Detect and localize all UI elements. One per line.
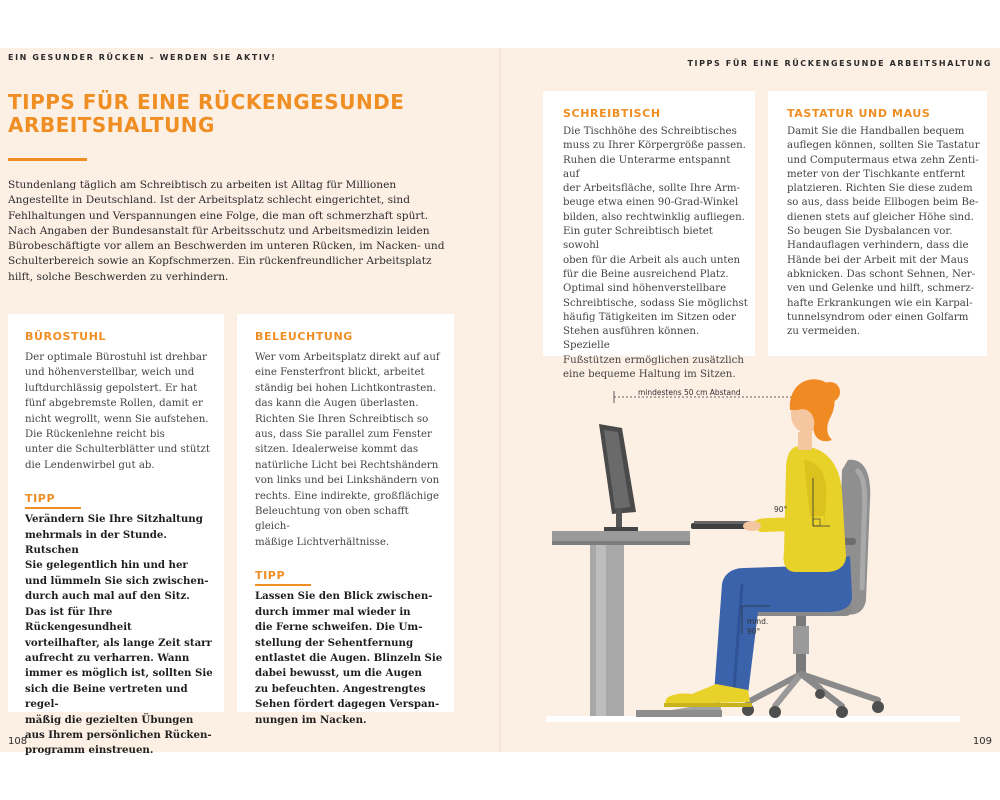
desk-leg [590,545,624,716]
beleuchtung-heading: BELEUCHTUNG [255,330,353,343]
running-head-left: EIN GESUNDER RÜCKEN – WERDEN SIE AKTIV! [8,53,277,62]
buerostuhl-tip-rule [25,507,81,509]
beleuchtung-text: Wer vom Arbeitsplatz direkt auf auf eine Fensterfront blickt, arbeitet ständig bei hohen Lichtkontrasten. das kann die Augen überlasten. Richten Sie Ihren Schreibtisch so aus, dass Sie parallel zum Fenster sitzen. Idealerweise kommt das natürliche Licht bei Rechtshändern von links und bei Linkshändern von rechts. Eine indirekte, großflächige Beleuchtung von oben schafft gleich- mäßige Lichtverhältnisse. [255,352,440,548]
chair-wheel-3 [836,706,848,718]
person-shoe-sole [664,703,752,707]
page-title: TIPPS FÜR EINE RÜCKENGESUNDE ARBEITSHALTUNG [8,90,405,137]
buerostuhl-text: Der optimale Bürostuhl ist drehbar und höhenverstellbar, weich und luftdurchlässig gepolstert. Er hat fünf abgebremste Rollen, damit er nicht wegrollt, wenn Sie aufstehen. Die Rückenlehne reicht bis unter die Schulterblätter und stützt die Lendenwirbel gut ab. [25,352,210,471]
elbow-angle-label: 90° [774,505,788,514]
footrest-base [636,710,722,717]
tastatur-heading: TASTATUR UND MAUS [787,107,931,120]
chair-gas-lift [793,626,809,654]
beleuchtung-tip-label: TIPP [255,569,286,583]
buerostuhl-tip-text: Verändern Sie Ihre Sitzhaltung mehrmals in der Stunde. Rutschen Sie gelegentlich hin und her und lümmeln Sie sich zwischen- durch auch mal auf den Sitz. Das ist für Ihre Rückengesundheit vorteilhafter, als lange Zeit starr aufrecht zu verharren. Wann immer es möglich ist, sollten Sie sich die Beine vertreten und regel- mäßig die gezielten Übungen aus Ihrem persönlichen Rücken- programm einstreuen. [25,513,213,757]
beleuchtung-tip-rule [255,584,311,586]
person-hair-bun [820,382,840,402]
beleuchtung-box [237,314,454,726]
monitor-foot [604,527,638,531]
chair-base-leg-4 [801,674,878,700]
title-underline [8,158,87,161]
running-head-right: TIPPS FÜR EINE RÜCKENGESUNDE ARBEITSHALTUNG [687,59,992,68]
tastatur-box [768,91,987,356]
workstation-illustration [546,364,1000,724]
beleuchtung-tip [255,564,446,728]
intro-paragraph: Stundenlang täglich am Schreibtisch zu arbeiten ist Alltag für Millionen Angestellte in Deutschland. Ist der Arbeitsplatz schlecht eingerichtet, sind Fehlhaltungen und Verspannungen eine Folge, die man oft schmerzhaft spürt. Nach Angaben der Bundesanstalt für Arbeitsschutz und Arbeitsmedizin leiden Bürobeschäftigte vor allem an Beschwerden im unteren Rücken, im Nacken- und Schulterbereich sowie an Kopfschmerzen. Ein rückenfreundlicher Arbeitsplatz hilft, solche Beschwerden zu verhindern. [8,179,445,283]
floor [546,716,960,722]
schreibtisch-text: Die Tischhöhe des Schreibtisches muss zu Ihrer Körpergröße passen. Ruhen die Unterarme entspannt auf der Arbeitsfläche, sollte Ihre Arm- beuge etwa einen 90-Grad-Winkel bilden, also rechtwinklig aufliegen. Ein guter Schreibtisch bietet sowohl oben für die Arbeit als auch unten für die Beine ausreichend Platz. Optimal sind höhenverstellbare Schreibtische, sodass Sie möglichst häufig Tätigkeiten im Sitzen oder Stehen ausführen können. Spezielle Fußstützen ermöglichen zusätzlich eine bequeme Haltung im Sitzen. [563,126,748,381]
tastatur-text: Damit Sie die Handballen bequem auflegen können, sollten Sie Tastatur und Computermaus etwa zehn Zenti- meter von der Tischkante entfernt platzieren. Richten Sie diese zudem so aus, dass beide Ellbogen beim Be- dienen stets auf gleicher Höhe sind. So beugen Sie Dysbalancen vor. Handauflagen verhindern, dass die Hände bei der Arbeit mit der Maus abknicken. Das schont Sehnen, Ner- ven und Gelenke und hilft, schmerz- hafte Erkrankungen wie ein Karpal- tunnelsyndrom oder einen Golfarm zu vermeiden. [787,126,980,338]
buerostuhl-heading: BÜROSTUHL [25,330,107,343]
monitor-stand [616,508,622,530]
knee-angle-label-2: 90° [747,627,761,636]
desk-leg-highlight [596,545,606,716]
person-hand [743,521,761,531]
schreibtisch-heading: SCHREIBTISCH [563,107,661,120]
keyboard-keys [694,521,750,524]
chair-wheel-2 [769,706,781,718]
distance-label: mindestens 50 cm Abstand [638,388,741,397]
buerostuhl-tip-label: TIPP [25,492,56,506]
page-number-left: 108 [8,736,28,747]
book-gutter [499,48,501,752]
chair-wheel-4 [872,701,884,713]
page-number-right: 109 [972,736,992,747]
chair-wheel-5 [815,689,825,699]
beleuchtung-tip-text: Lassen Sie den Blick zwischen- durch immer mal wieder in die Ferne schweifen. Die Um- stellung der Sehentfernung entlastet die Augen. Blinzeln Sie dabei bewusst, um die Augen zu befeuchten. Angestrengtes Sehen fördert dagegen Verspan- nungen im Nacken. [255,590,443,726]
buerostuhl-tip [25,487,214,759]
desk-edge [552,541,690,545]
knee-angle-label-1: mind. [747,617,769,626]
schreibtisch-box [543,91,755,381]
person-neck [798,432,812,450]
